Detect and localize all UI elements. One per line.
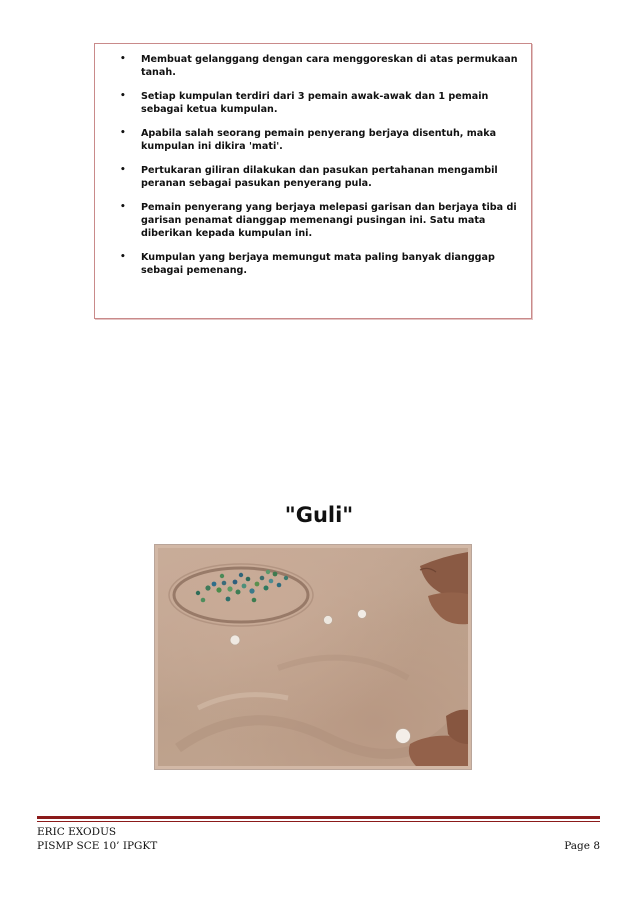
bullet: • <box>120 91 126 101</box>
bullet: • <box>120 165 126 175</box>
list-item <box>95 127 531 153</box>
rule-text: Apabila salah seorang pemain penyerang berjaya disentuh, maka kumpulan ini dikira 'mati'. <box>141 128 497 152</box>
rule-text: Setiap kumpulan terdiri dari 3 pemain awak-awak dan 1 pemain sebagai ketua kumpulan. <box>141 91 489 115</box>
footer-rule <box>37 816 600 819</box>
player-hands-top <box>420 552 468 624</box>
dirt-scuff <box>278 658 408 678</box>
marbles-photo <box>158 548 468 766</box>
list-item <box>95 164 531 190</box>
rules-list <box>95 53 531 288</box>
rule-text: Kumpulan yang berjaya memungut mata paling banyak dianggap sebagai pemenang. <box>141 252 495 276</box>
footer-course: PISMP SCE 10’ IPGKT <box>37 840 158 852</box>
list-item <box>95 201 531 240</box>
list-item <box>95 251 531 277</box>
marbles-photo-frame <box>154 544 472 770</box>
bullet: • <box>120 54 126 64</box>
rule-text: Pemain penyerang yang berjaya melepasi garisan dan berjaya tiba di garisan penamat dianggap memenangi pusingan ini. Satu mata diberikan kepada kumpulan ini. <box>141 202 517 239</box>
bullet: • <box>120 202 126 212</box>
dirt-scuff <box>198 695 288 708</box>
list-item <box>95 90 531 116</box>
page-number: Page 8 <box>564 840 600 852</box>
section-title: "Guli" <box>284 503 354 527</box>
footer-rule-thin <box>37 821 600 822</box>
rules-box <box>94 43 532 319</box>
footer-author: ERIC EXODUS <box>37 826 117 838</box>
rule-text: Pertukaran giliran dilakukan dan pasukan pertahanan mengambil peranan sebagai pasukan penyerang pula. <box>141 165 498 189</box>
bullet: • <box>120 128 126 138</box>
bullet: • <box>120 252 126 262</box>
rule-text: Membuat gelanggang dengan cara menggoreskan di atas permukaan tanah. <box>141 54 518 78</box>
list-item <box>95 53 531 79</box>
footer-left <box>37 825 157 853</box>
player-hands-bottom <box>409 710 468 766</box>
marble-cluster <box>196 570 288 603</box>
marbles-illustration <box>158 548 468 766</box>
